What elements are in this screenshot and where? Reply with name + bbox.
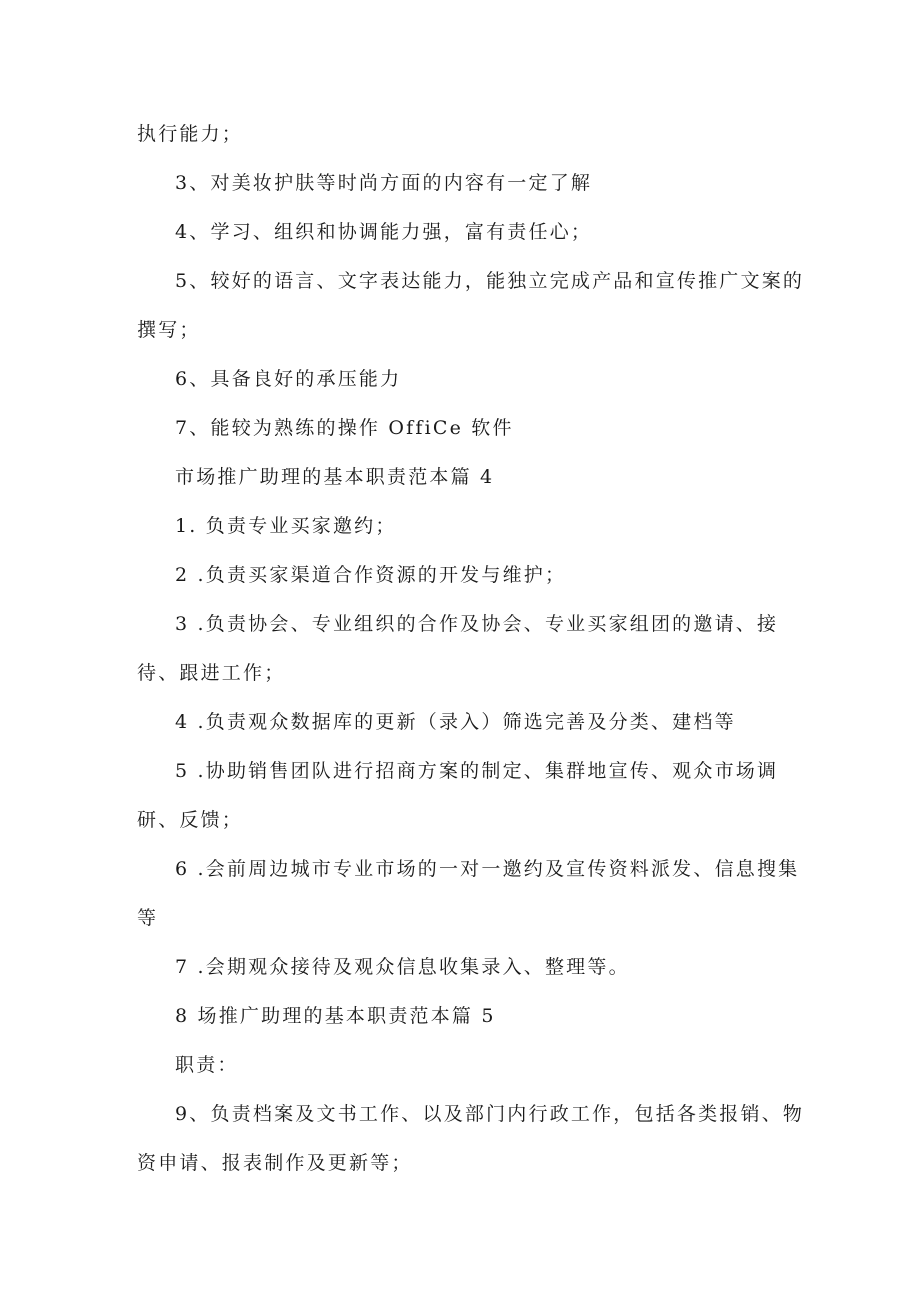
text-line: 1. 负责专业买家邀约；	[175, 515, 397, 537]
text-line: 7 .会期观众接待及观众信息收集录入、整理等。	[175, 956, 630, 978]
text-line: 7、能较为熟练的操作 OffiCe 软件	[175, 417, 514, 439]
text-line: 3、对美妆护肤等时尚方面的内容有一定了解	[175, 172, 593, 194]
text-line: 6、具备良好的承压能力	[175, 368, 402, 390]
text-line: 4、学习、组织和协调能力强，富有责任心；	[175, 221, 593, 243]
text-line: 研、反馈；	[137, 809, 244, 831]
text-line: 9、负责档案及文书工作、以及部门内行政工作，包括各类报销、物	[175, 1103, 805, 1125]
document-body	[137, 110, 805, 1188]
section-label: 职责：	[175, 1054, 239, 1076]
text-line: 4 .负责观众数据库的更新（录入）筛选完善及分类、建档等	[175, 711, 736, 733]
text-line: 撰写；	[137, 319, 201, 341]
text-line: 2 .负责买家渠道合作资源的开发与维护；	[175, 564, 567, 586]
text-line: 6 .会前周边城市专业市场的一对一邀约及宣传资料派发、信息搜集	[175, 858, 800, 880]
text-line: 待、跟进工作；	[137, 662, 286, 684]
text-line: 5、较好的语言、文字表达能力，能独立完成产品和宣传推广文案的	[175, 270, 805, 292]
text-line: 等	[137, 907, 159, 929]
text-line: 资申请、报表制作及更新等；	[137, 1152, 413, 1174]
text-line: 执行能力；	[137, 123, 244, 145]
text-line: 5 .协助销售团队进行招商方案的制定、集群地宣传、观众市场调	[175, 760, 779, 782]
section-heading: 8 场推广助理的基本职责范本篇 5	[175, 1005, 496, 1027]
text-line: 3 .负责协会、专业组织的合作及协会、专业买家组团的邀请、接	[175, 613, 779, 635]
section-heading: 市场推广助理的基本职责范本篇 4	[175, 466, 495, 488]
